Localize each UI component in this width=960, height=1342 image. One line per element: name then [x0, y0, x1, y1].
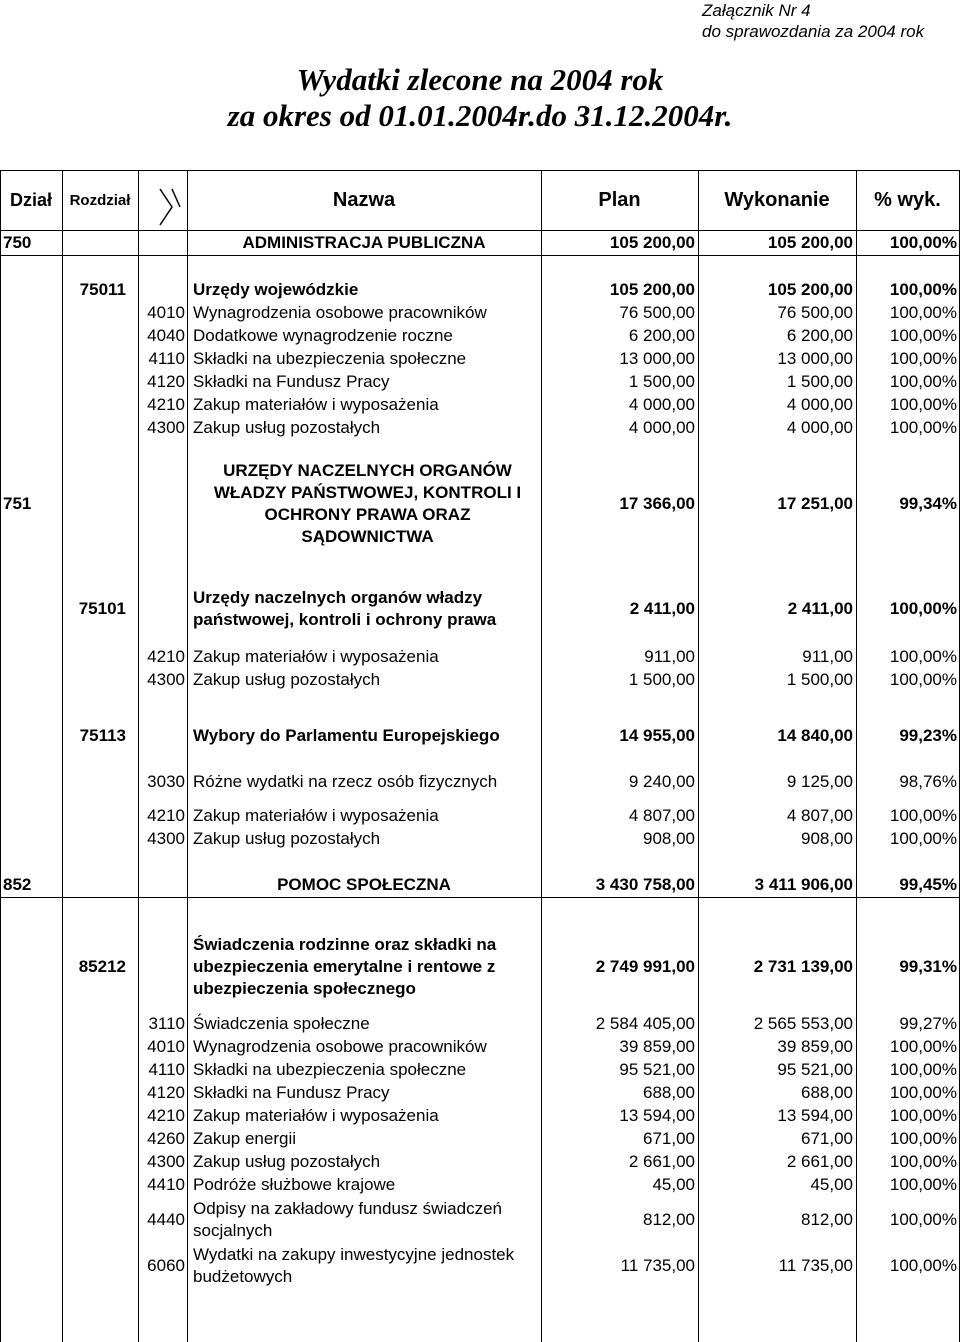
rozdzial-code: 75101 — [78, 599, 126, 618]
execution-percent: 100,00% — [889, 669, 957, 689]
paragraph-code: 4210 — [147, 1105, 185, 1125]
execution-percent: 100,00% — [889, 1174, 957, 1194]
col-header-wykonanie: Wykonanie — [724, 188, 830, 211]
item-name: Zakup materiałów i wyposażenia — [193, 1105, 439, 1125]
execution-value: 45,00 — [810, 1174, 853, 1194]
execution-value: 13 000,00 — [777, 348, 853, 368]
paragraph-code: 4120 — [147, 1082, 185, 1102]
plan-value: 45,00 — [652, 1174, 695, 1194]
execution-percent: 100,00% — [889, 828, 957, 848]
plan-value: 13 000,00 — [619, 348, 695, 368]
paragraph-code: 4300 — [147, 1151, 185, 1171]
paragraph-code: 4110 — [148, 348, 185, 368]
plan-value: 908,00 — [643, 828, 695, 848]
item-name: Urzędy wojewódzkie — [193, 279, 359, 299]
item-name: Zakup usług pozostałych — [193, 669, 381, 689]
item-name: Świadczenia społeczne — [193, 1013, 370, 1033]
execution-value: 9 125,00 — [786, 772, 853, 791]
item-name: Zakup usług pozostałych — [193, 828, 381, 848]
execution-percent: 100,00% — [889, 371, 957, 391]
paragraph-code: 4300 — [147, 669, 185, 689]
item-name: ADMINISTRACJA PUBLICZNA — [242, 232, 486, 252]
plan-value: 671,00 — [643, 1128, 695, 1148]
plan-value: 39 859,00 — [619, 1036, 695, 1056]
execution-percent: 100,00% — [889, 1059, 957, 1079]
paragraph-code: 4260 — [147, 1128, 185, 1148]
item-name: Wynagrodzenia osobowe pracowników — [193, 1036, 487, 1056]
item-name: Różne wydatki na rzecz osób fizycznych — [193, 772, 498, 791]
execution-percent: 100,00% — [889, 348, 957, 368]
execution-percent: 100,00% — [889, 1082, 957, 1102]
dzial-code: 852 — [3, 875, 32, 894]
plan-value: 3 430 758,00 — [595, 875, 695, 894]
execution-value: 105 200,00 — [767, 279, 853, 299]
execution-value: 2 731 139,00 — [753, 957, 853, 976]
plan-value: 1 500,00 — [628, 669, 695, 689]
execution-value: 13 594,00 — [777, 1105, 853, 1125]
paragraph-code: 4300 — [147, 828, 185, 848]
execution-percent: 100,00% — [889, 805, 957, 825]
execution-percent: 100,00% — [889, 279, 957, 299]
annex-line-2: do sprawozdania za 2004 rok — [702, 22, 925, 41]
execution-percent: 99,31% — [899, 957, 957, 976]
execution-percent: 99,23% — [899, 726, 957, 745]
plan-value: 2 411,00 — [629, 599, 695, 618]
annex-note — [702, 0, 924, 42]
execution-value: 2 565 553,00 — [753, 1013, 853, 1033]
paragraph-column-icon — [158, 187, 182, 227]
grid-line — [0, 255, 960, 256]
plan-value: 17 366,00 — [619, 494, 695, 513]
execution-value: 4 000,00 — [786, 417, 853, 437]
paragraph-code: 4410 — [147, 1174, 185, 1194]
grid-line — [62, 170, 63, 1342]
plan-value: 13 594,00 — [619, 1105, 695, 1125]
execution-percent: 99,27% — [899, 1013, 957, 1033]
col-header-dzial: Dział — [9, 189, 52, 210]
item-name: Zakup materiałów i wyposażenia — [193, 646, 439, 666]
plan-value: 11 735,00 — [620, 1256, 695, 1275]
paragraph-code: 4010 — [147, 1036, 185, 1056]
plan-value: 9 240,00 — [628, 772, 695, 791]
item-name: Wynagrodzenia osobowe pracowników — [193, 302, 487, 322]
item-name: Składki na ubezpieczenia społeczne — [193, 348, 467, 368]
grid-line — [187, 170, 188, 1342]
execution-value: 908,00 — [801, 828, 853, 848]
item-name: Świadczenia rodzinne oraz składki na ubezpieczenia emerytalne i rentowe z ubezpieczenia społecznego — [193, 935, 497, 998]
execution-value: 911,00 — [802, 646, 853, 666]
item-name: POMOC SPOŁECZNA — [277, 875, 451, 894]
paragraph-code: 6060 — [147, 1256, 185, 1275]
execution-percent: 100,00% — [889, 1036, 957, 1056]
execution-value: 76 500,00 — [777, 302, 853, 322]
execution-percent: 100,00% — [889, 1210, 957, 1229]
execution-percent: 100,00% — [889, 1105, 957, 1125]
title-line-1: Wydatki zlecone na 2004 rok — [296, 62, 664, 97]
execution-value: 6 200,00 — [786, 325, 853, 345]
col-header-plan: Plan — [598, 188, 641, 211]
plan-value: 105 200,00 — [609, 279, 695, 299]
plan-value: 105 200,00 — [609, 232, 695, 252]
execution-value: 671,00 — [801, 1128, 853, 1148]
item-name: Urzędy naczelnych organów władzy państwowej, kontroli i ochrony prawa — [193, 588, 497, 629]
execution-value: 39 859,00 — [777, 1036, 853, 1056]
col-header-rozdzial: Rozdział — [69, 191, 131, 209]
expenses-table — [0, 170, 960, 1342]
execution-percent: 100,00% — [889, 1256, 957, 1275]
item-name: Składki na ubezpieczenia społeczne — [193, 1059, 467, 1079]
plan-value: 2 661,00 — [628, 1151, 695, 1171]
execution-value: 11 735,00 — [778, 1256, 853, 1275]
execution-percent: 100,00% — [889, 232, 957, 252]
item-name: Wydatki na zakupy inwestycyjne jednostek budżetowych — [193, 1245, 515, 1286]
execution-value: 4 807,00 — [786, 805, 853, 825]
plan-value: 4 807,00 — [628, 805, 695, 825]
execution-value: 3 411 906,00 — [754, 875, 853, 894]
col-header-pct: % wyk. — [874, 188, 941, 211]
plan-value: 95 521,00 — [619, 1059, 695, 1079]
execution-percent: 99,45% — [899, 875, 957, 894]
item-name: Zakup materiałów i wyposażenia — [193, 394, 439, 414]
execution-value: 688,00 — [801, 1082, 853, 1102]
paragraph-code: 4210 — [147, 805, 185, 825]
execution-value: 1 500,00 — [786, 669, 853, 689]
plan-value: 2 584 405,00 — [595, 1013, 695, 1033]
item-name: Wybory do Parlamentu Europejskiego — [193, 726, 500, 745]
execution-percent: 100,00% — [889, 417, 957, 437]
execution-value: 17 251,00 — [777, 494, 853, 513]
execution-percent: 100,00% — [889, 394, 957, 414]
execution-percent: 100,00% — [889, 1128, 957, 1148]
execution-percent: 100,00% — [889, 1151, 957, 1171]
paragraph-code: 4440 — [147, 1210, 185, 1229]
plan-value: 4 000,00 — [628, 394, 695, 414]
dzial-code: 751 — [3, 494, 32, 513]
paragraph-code: 4210 — [147, 394, 185, 414]
plan-value: 4 000,00 — [628, 417, 695, 437]
plan-value: 6 200,00 — [628, 325, 695, 345]
item-name: Zakup usług pozostałych — [193, 1151, 381, 1171]
execution-value: 95 521,00 — [777, 1059, 853, 1079]
paragraph-code: 4010 — [147, 302, 185, 322]
execution-value: 2 661,00 — [786, 1151, 853, 1171]
rozdzial-code: 75113 — [79, 726, 126, 745]
execution-percent: 100,00% — [889, 646, 957, 666]
item-name: Zakup energii — [193, 1128, 297, 1148]
execution-value: 105 200,00 — [767, 232, 853, 252]
dzial-code: 750 — [3, 232, 32, 252]
title-line-2: za okres od 01.01.2004r.do 31.12.2004r. — [227, 98, 733, 133]
annex-line-1: Załącznik Nr 4 — [702, 1, 811, 20]
item-name: Odpisy na zakładowy fundusz świadczeń socjalnych — [193, 1199, 502, 1240]
plan-value: 911,00 — [644, 646, 695, 666]
execution-value: 4 000,00 — [786, 394, 853, 414]
rozdzial-code: 85212 — [78, 957, 126, 976]
execution-value: 812,00 — [801, 1210, 853, 1229]
execution-percent: 99,34% — [899, 494, 957, 513]
plan-value: 76 500,00 — [619, 302, 695, 322]
execution-value: 14 840,00 — [777, 726, 853, 745]
grid-line — [0, 897, 960, 898]
paragraph-code: 4110 — [148, 1059, 185, 1079]
paragraph-code: 4120 — [147, 371, 185, 391]
execution-value: 2 411,00 — [787, 599, 853, 618]
item-name: Zakup usług pozostałych — [193, 417, 381, 437]
item-name: Składki na Fundusz Pracy — [193, 1082, 390, 1102]
paragraph-code: 4300 — [147, 417, 185, 437]
page-title — [0, 62, 960, 134]
col-header-nazwa: Nazwa — [332, 188, 396, 211]
item-name: Podróże służbowe krajowe — [193, 1174, 396, 1194]
item-name: Składki na Fundusz Pracy — [193, 371, 390, 391]
plan-value: 812,00 — [643, 1210, 695, 1229]
plan-value: 688,00 — [643, 1082, 695, 1102]
paragraph-code: 4040 — [147, 325, 185, 345]
execution-percent: 98,76% — [899, 772, 957, 791]
item-name: Dodatkowe wynagrodzenie roczne — [193, 325, 453, 345]
execution-percent: 100,00% — [889, 302, 957, 322]
execution-percent: 100,00% — [889, 325, 957, 345]
execution-percent: 100,00% — [889, 599, 957, 618]
paragraph-code: 3110 — [148, 1013, 185, 1033]
paragraph-code: 3030 — [147, 772, 185, 791]
plan-value: 2 749 991,00 — [595, 957, 695, 976]
grid-line — [0, 170, 1, 1342]
grid-line — [138, 170, 139, 1342]
paragraph-code: 4210 — [147, 646, 185, 666]
plan-value: 1 500,00 — [628, 371, 695, 391]
plan-value: 14 955,00 — [619, 726, 695, 745]
item-name: Zakup materiałów i wyposażenia — [193, 805, 439, 825]
rozdzial-code: 75011 — [79, 279, 126, 299]
execution-value: 1 500,00 — [786, 371, 853, 391]
item-name: URZĘDY NACZELNYCH ORGANÓW WŁADZY PAŃSTWOWEJ, KONTROLI I OCHRONY PRAWA ORAZ SĄDOWNICTWA — [213, 461, 522, 546]
